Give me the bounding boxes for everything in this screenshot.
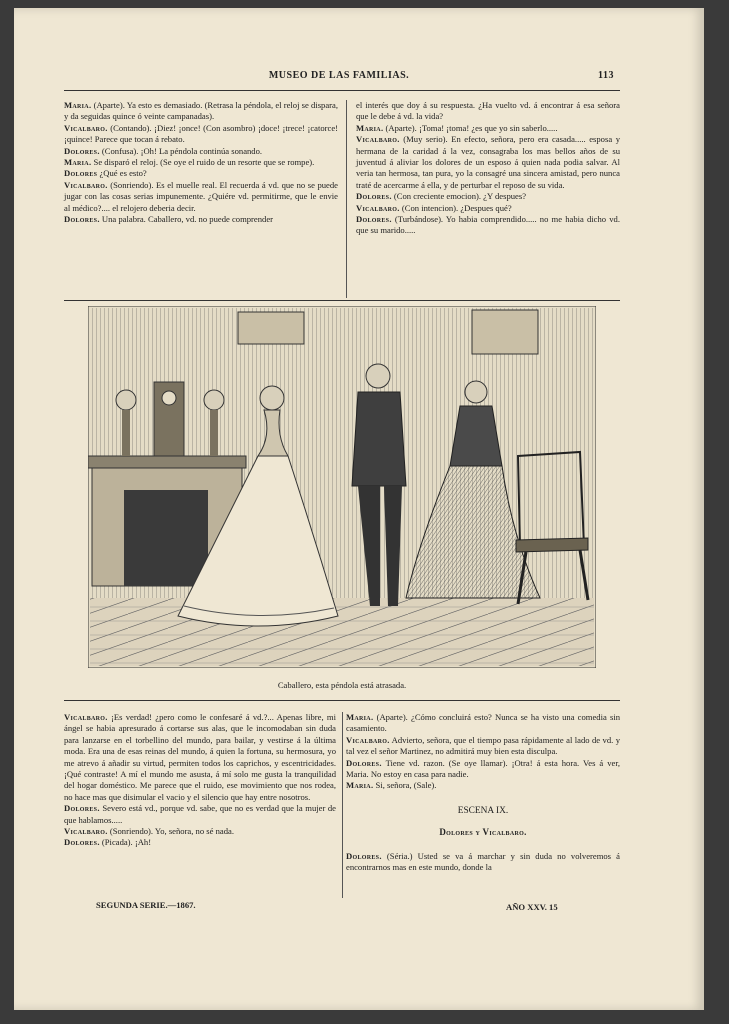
speaker: Dolores [64,168,98,179]
speech-paragraph [64,168,338,179]
speaker: Vicalbaro. [64,826,108,837]
speech-paragraph [64,100,338,123]
top-right-column [356,100,620,237]
speech-paragraph [346,780,620,791]
top-left-column [64,100,338,225]
speech: Advierto, señora, que el tiempo pasa rápidamente al lado de vd. y tal vez el señor Martinez, no admitirá muy bien esta disculpa. [346,734,620,757]
speaker: Dolores. [356,214,392,225]
speech: Se disparó el reloj. (Se oye el ruido de un resorte que se rompe). [91,157,315,168]
speaker: Maria. [346,712,374,722]
footer-series: SEGUNDA SERIE.—1867. [96,900,196,910]
illustration-engraving [88,306,596,668]
bottom-right-speeches [346,712,620,792]
speech: (Séria.) Usted se va á marchar y sin duda no volveremos á encontrarnos mas en este mundo, donde la [346,850,620,873]
speech-paragraph [64,123,338,146]
speaker: Maria. [356,122,384,133]
speech: Si, señora, (Sale). [373,780,437,791]
speech: (Con intencion). ¿Despues qué? [399,202,512,213]
speech-paragraph [64,180,338,214]
speaker: Dolores. [64,837,100,848]
speech-paragraph [64,803,336,826]
speech-paragraph [346,758,620,781]
speech: ¡Es verdad! ¿pero como le confesaré á vd.?... Apenas libre, mi ángel se habia apresurado á cortarse sus alas, que le incomodaban sin duda para lanzarse en el torbellino del mundo, para bailar, y vestirse á la última moda. Era una de esas reinas del mundo, á quien la fortuna, su hermosura, yo me atrevo á añadir su virtud, permiten todos los caprichos, y escentricidades. ¡Qué contraste! A mí el mundo me asusta, á mí solo me gusta la tranquilidad del hogar doméstico. Me parece que el ruido, ese movimiento que nos rodea, no hace mas que disimular el vacio y el silencio que hay entre nosotros. [64,712,336,802]
column-divider-bottom [342,712,343,898]
top-text-rule [64,300,620,301]
speaker: Vicalbaro. [64,122,108,133]
speech-paragraph [64,157,338,168]
speech-paragraph [64,826,336,837]
speech-paragraph [356,134,620,191]
speaker: Vicalbaro. [64,712,108,722]
bottom-right-column [346,712,620,873]
speaker: Maria. [64,157,92,168]
speech-paragraph [356,123,620,134]
speech: (Aparte). ¡Toma! ¡toma! ¿es que yo sin saberlo..... [383,122,558,133]
header-rule [64,90,620,91]
speaker: Dolores. [346,757,382,768]
speaker: Dolores. [64,214,100,225]
scene-title: ESCENA IX. [457,805,509,816]
scene-persons: Dolores y Vicalbaro. [439,827,527,838]
speech: (Turbándose). Yo habia comprendido..... no me habia dicho vd. que su marido..... [356,214,620,236]
speech: (Aparte). ¿Cómo concluirá esto? Nunca se ha visto una comedia sin casamiento. [346,712,620,734]
speech-paragraph [64,214,338,225]
speaker: Maria. [64,100,92,110]
speaker: Vicalbaro. [346,734,390,745]
speech: ¿Qué es esto? [97,168,147,179]
speech: Tiene vd. razon. (Se oye llamar). ¡Otra! á esta hora. Ves á ver, Maria. No estoy en casa para nadie. [346,757,620,780]
speaker: Vicalbaro. [356,202,400,213]
speech: (Aparte). Ya esto es demasiado. (Retrasa la péndola, el reloj se dispara, y da seguidas quince ó veinte campanadas). [64,100,338,122]
speech: (Muy serio). En efecto, señora, pero era casada..... esposa y hermana de la caridad á la vez, consagraba los mas bellos años de su juventud á aliviar los dolores de un esposo á quien nada podia salvar. Al veria tan hermosa, tan pura, yo la consagré una sincera amistad, pero nunca traté de acercarme á ella, y de perturbar el reposo de su vida. [356,134,620,190]
speech-paragraph [356,191,620,202]
speech-paragraph [64,146,338,157]
column-divider-top [346,100,347,298]
speech-paragraph [356,100,620,123]
speaker: Dolores. [64,145,100,156]
speech-paragraph [64,837,336,848]
speech: Severo está vd., porque vd. sabe, que no es verdad que la mujer de que hablamos..... [64,803,336,825]
caption-rule [64,700,620,701]
speaker: Vicalbaro. [356,134,400,145]
speech: (Confusa). ¡Oh! La péndola continúa sonando. [99,145,263,156]
speech-paragraph [346,735,620,758]
speech: (Con creciente emocion). ¿Y despues? [391,191,527,202]
footer-volume: AÑO XXV. 15 [506,902,558,912]
scene-text [346,851,620,874]
speech-paragraph [356,214,620,237]
speaker: Dolores. [64,803,100,814]
speech: Una palabra. Caballero, vd. no puede comprender [99,214,274,225]
speaker: Dolores. [346,850,382,861]
speech: (Picada). ¡Ah! [99,837,152,848]
illustration-caption: Caballero, esta péndola está atrasada. [277,680,407,690]
speech-paragraph [64,712,336,803]
speech: (Contando). ¡Diez! ¡once! (Con asombro) ¡doce! ¡trece! ¡catorce! ¡quince! Parece que tocan á rebato. [64,122,338,145]
header-title: MUSEO DE LAS FAMILIAS. [268,70,410,81]
running-header [64,70,614,84]
speech-paragraph [356,203,620,214]
speech: (Sonriendo). Es el muelle real. El recuerda á vd. que no se puede jugar con las cosas serias impunemente. ¿Quiére vd. permitirme, que le envie al médico?.... el relojero deberia decir. [64,179,338,213]
speech: (Sonriendo). Yo, señora, no sé nada. [107,826,234,837]
speaker: Maria. [346,780,374,791]
bottom-left-column [64,712,336,849]
speech: el interés que doy á su respuesta. ¿Ha vuelto vd. á encontrar á esa señora que le debe á vd. la vida? [356,100,620,122]
speaker: Dolores. [356,191,392,202]
speech-paragraph [346,712,620,735]
speaker: Vicalbaro. [64,179,108,190]
page-number: 113 [598,70,614,81]
